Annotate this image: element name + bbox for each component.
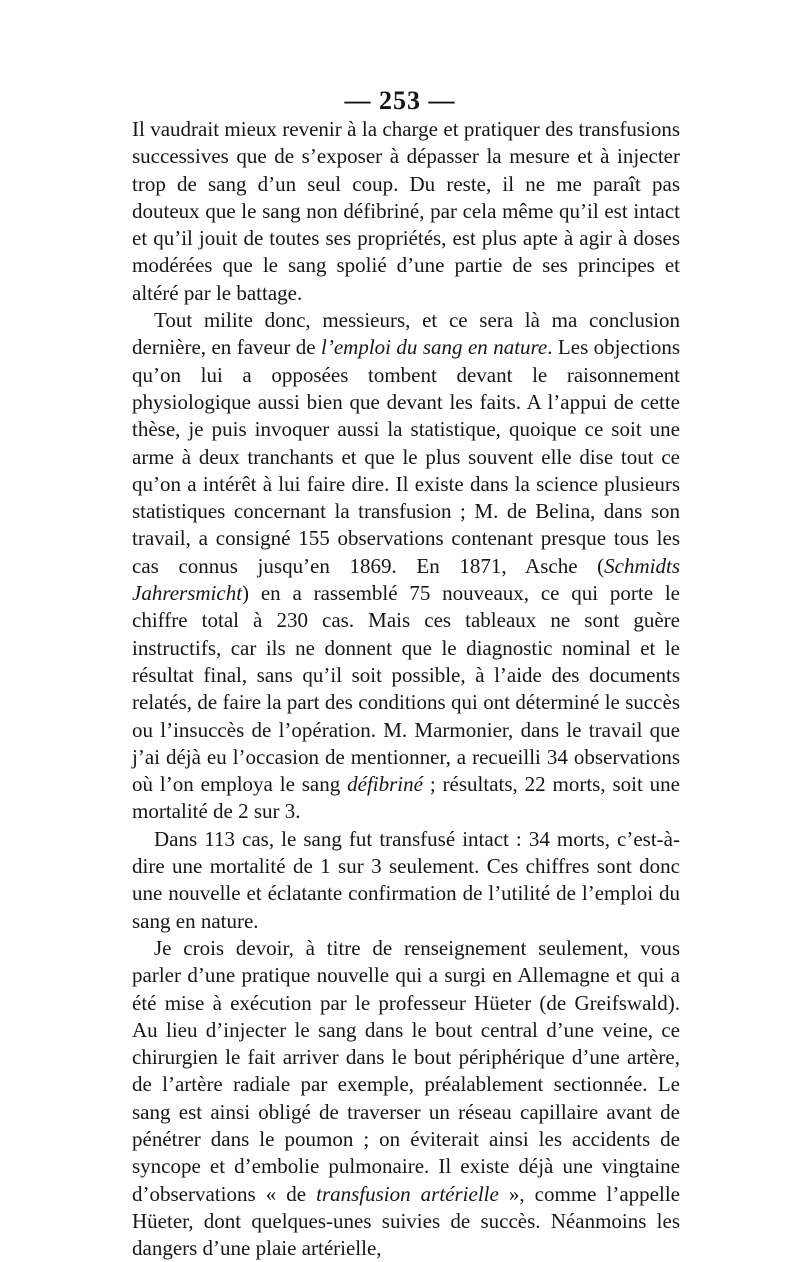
paragraph-3-text: Dans 113 cas, le sang fut transfusé intact : 34 morts, c’est-à-dire une mortalité de 1 sur 3 seulement. Ces chiffres sont donc une nouvelle et éclatante confirmation de l’utilité de l’emploi du sang en nature. [132,826,680,933]
paragraph-2 [132,307,680,826]
paragraph-3 [132,826,680,935]
paragraph-2-text-b: . Les objections qu’on lui a opposées tombent devant le raisonnement physiologique aussi bien que devant les faits. A l’appui de cette thèse, je puis invoquer aussi la statistique, quoique ce soit une arme à deux tranchants et que le plus souvent elle dise tout ce qu’on a intérêt à lui faire dire. Il existe dans la science plusieurs statistiques concernant la transfusion ; M. de Belina, dans son travail, a consigné 155 observations contenant presque tous les cas connus jusqu’en 1869. En 1871, Asche ( [132,335,680,578]
paragraph-2-text-a: Tout milite donc, messieurs, et ce sera là ma conclusion dernière, en faveur de [132,308,680,360]
paragraph-2-italic-defibrine: défibriné [347,772,423,797]
paragraph-4 [132,935,680,1262]
paragraph-1 [132,116,680,307]
paragraph-4-text-b: », comme l’appelle Hüeter, dont quelques-unes suivies de succès. Néanmoins les dangers d’une plaie artérielle, [132,1181,680,1261]
paragraph-2-italic-emploi: l’emploi du sang en nature [321,335,548,360]
body-text [132,116,680,1262]
paragraph-4-italic-transfusion: transfusion artérielle [316,1181,499,1206]
paragraph-2-text-c: ) en a rassemblé 75 nouveaux, ce qui porte le chiffre total à 230 cas. Mais ces tableaux ne sont guère instructifs, car ils ne donnent que le diagnostic nominal et le résultat final, sans qu’il soit possible, à l’aide des documents relatés, de faire la part des conditions qui ont déterminé le succès ou l’insuccès de l’opération. M. Marmonier, dans le travail que j’ai déjà eu l’occasion de mentionner, a recueilli 34 observations où l’on employa le sang [132,581,680,797]
page-number: — 253 — [344,86,456,115]
paragraph-2-italic-journal: Schmidts Jahrersmicht [132,553,680,606]
paragraph-2-text-d: ; résultats, 22 morts, soit une mortalité de 2 sur 3. [132,772,680,824]
paragraph-1-text: Il vaudrait mieux revenir à la charge et pratiquer des transfusions successives que de s’exposer à dépasser la mesure et à injecter trop de sang d’un seul coup. Du reste, il ne me paraît pas douteux que le sang non défibriné, par cela même qu’il est intact et qu’il jouit de toutes ses propriétés, est plus apte à agir à doses modérées que le sang spolié d’une partie de ses principes et altéré par le battage. [132,117,680,305]
paragraph-4-text-a: Je crois devoir, à titre de renseignement seulement, vous parler d’une pratique nouvelle qui a surgi en Allemagne et qui a été mise à exécution par le professeur Hüeter (de Greifswald). Au lieu d’injecter le sang dans le bout central d’une veine, ce chirurgien le fait arriver dans le bout périphérique d’une artère, de l’artère radiale par exemple, préalablement sectionnée. Le sang est ainsi obligé de traverser un réseau capillaire avant de pénétrer dans le poumon ; on éviterait ainsi les accidents de syncope et d’embolie pulmonaire. Il existe déjà une vingtaine d’observations « de [132,935,680,1206]
